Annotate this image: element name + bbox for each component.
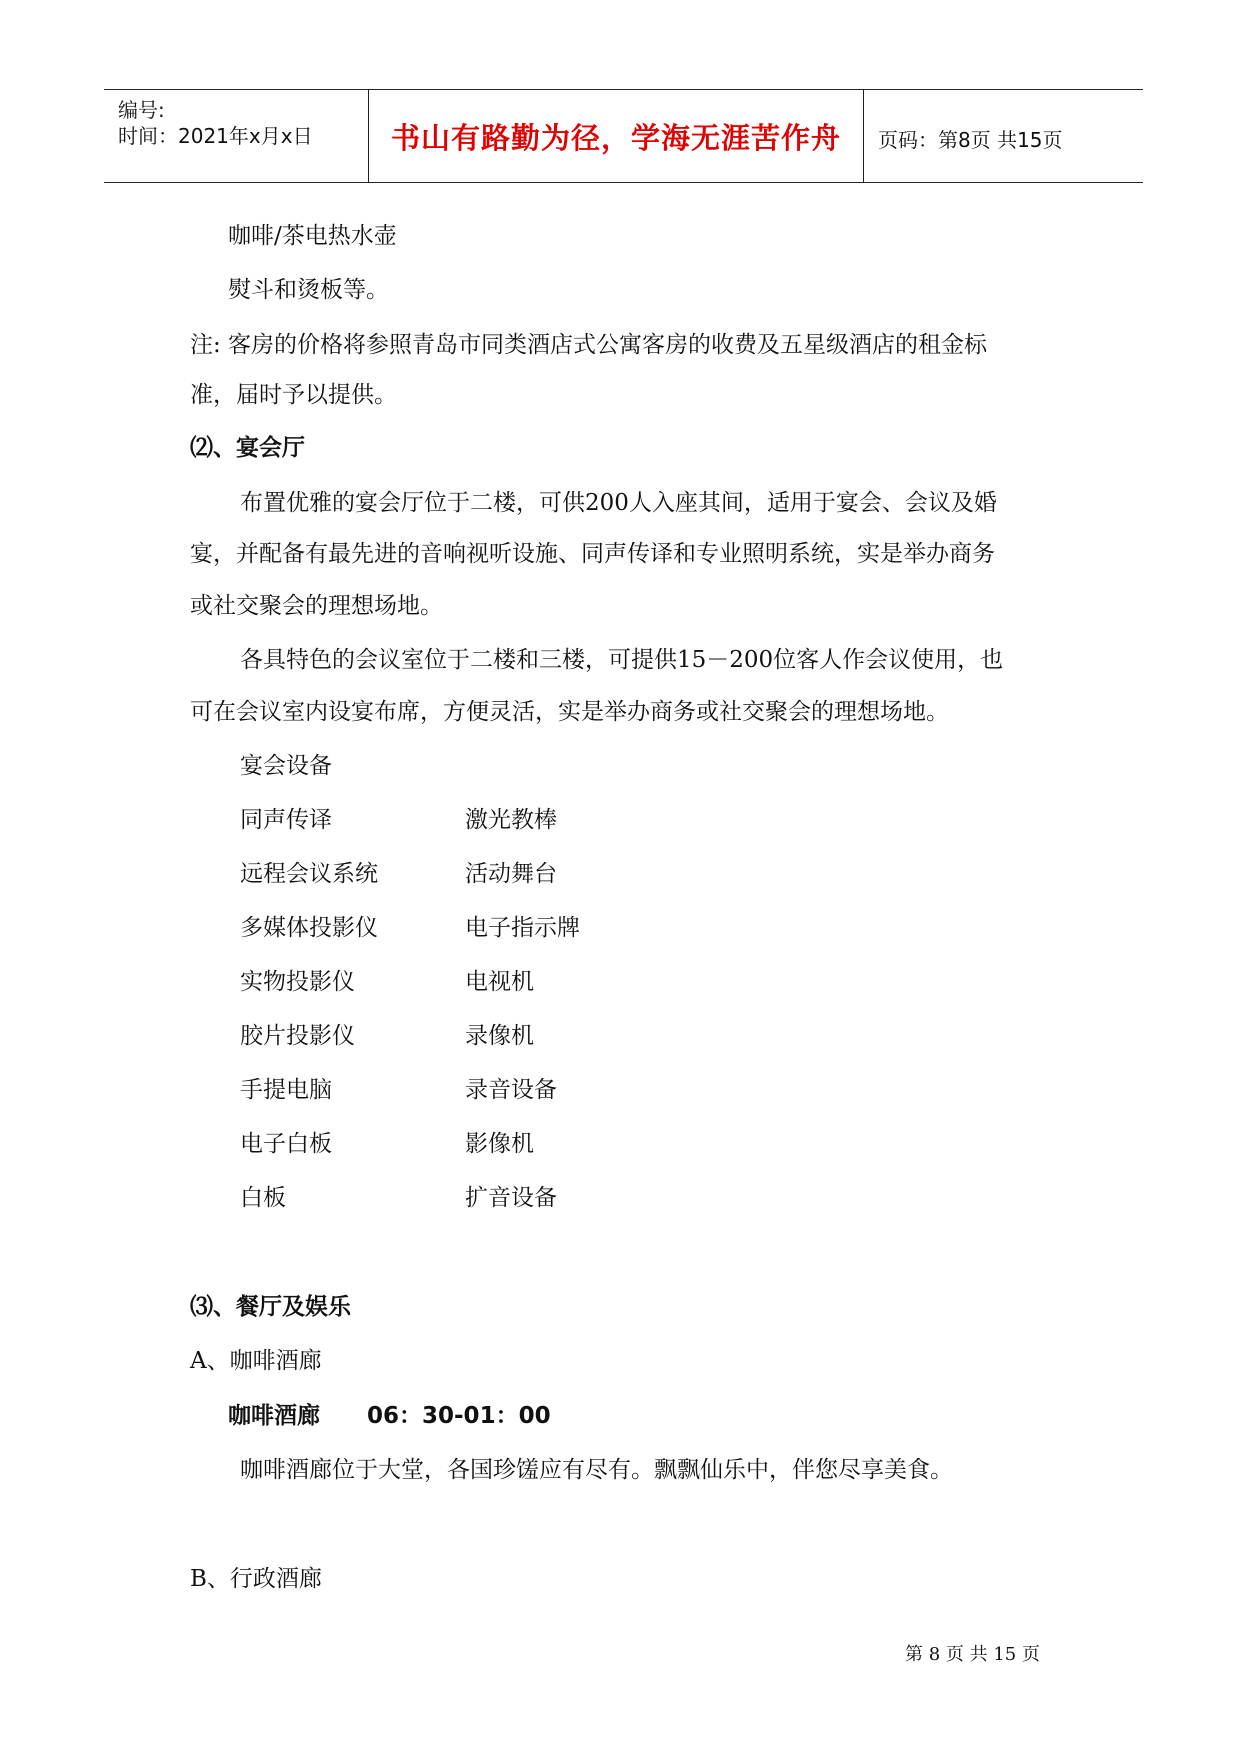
note-line: 准，届时予以提供。 xyxy=(190,382,397,408)
equipment-item: 激光教棒 xyxy=(465,807,557,833)
paragraph-line: 宴，并配备有最先进的音响视听设施、同声传译和专业照明系统，实是举办商务 xyxy=(190,541,995,567)
header-page-code: 页码：第8页 共15页 xyxy=(878,128,1063,152)
cafe-description: 咖啡酒廊位于大堂，各国珍馐应有尽有。飘飘仙乐中，伴您尽享美食。 xyxy=(240,1457,953,1483)
header-motto: 书山有路勤为径，学海无涯苦作舟 xyxy=(390,121,841,155)
paragraph-line: 各具特色的会议室位于二楼和三楼，可提供15－200位客人作会议使用，也 xyxy=(240,647,1004,673)
header-middle-cell xyxy=(369,90,864,182)
equipment-item: 电视机 xyxy=(465,969,534,995)
equipment-item: 实物投影仪 xyxy=(240,969,355,995)
paragraph-line: 或社交聚会的理想场地。 xyxy=(190,593,443,619)
header-left-cell xyxy=(104,90,369,182)
equipment-item: 活动舞台 xyxy=(465,861,557,887)
header-right-cell xyxy=(864,90,1143,182)
subsection-heading: B、行政酒廊 xyxy=(190,1566,322,1592)
section-heading: ⑵、宴会厅 xyxy=(190,435,305,461)
page-header xyxy=(104,89,1143,183)
text-line: 咖啡/茶电热水壶 xyxy=(228,223,397,249)
equipment-item: 扩音设备 xyxy=(465,1185,557,1211)
cafe-hours: 06：30-01：00 xyxy=(367,1403,551,1429)
paragraph-line: 布置优雅的宴会厅位于二楼，可供200人入座其间，适用于宴会、会议及婚 xyxy=(240,490,997,516)
equipment-item: 远程会议系统 xyxy=(240,861,378,887)
equipment-item: 多媒体投影仪 xyxy=(240,915,378,941)
equipment-item: 录音设备 xyxy=(465,1077,557,1103)
text-line: 熨斗和烫板等。 xyxy=(228,277,389,303)
equipment-item: 录像机 xyxy=(465,1023,534,1049)
subsection-heading: A、咖啡酒廊 xyxy=(190,1348,322,1374)
page-footer: 第 8 页 共 15 页 xyxy=(905,1644,1040,1665)
paragraph-line: 可在会议室内设宴布席，方便灵活，实是举办商务或社交聚会的理想场地。 xyxy=(190,699,949,725)
equipment-item: 同声传译 xyxy=(240,807,332,833)
document-time-label: 时间：2021年x月x日 xyxy=(118,124,313,148)
equipment-item: 白板 xyxy=(240,1185,286,1211)
equipment-item: 电子白板 xyxy=(240,1131,332,1157)
equipment-item: 胶片投影仪 xyxy=(240,1023,355,1049)
section-heading: ⑶、餐厅及娱乐 xyxy=(190,1294,351,1320)
cafe-name: 咖啡酒廊 xyxy=(228,1403,320,1429)
equipment-heading: 宴会设备 xyxy=(240,753,332,779)
note-line: 注: 客房的价格将参照青岛市同类酒店式公寓客房的收费及五星级酒店的租金标 xyxy=(190,332,988,358)
equipment-item: 电子指示牌 xyxy=(465,915,580,941)
equipment-item: 影像机 xyxy=(465,1131,534,1157)
equipment-item: 手提电脑 xyxy=(240,1077,332,1103)
document-number-label: 编号: xyxy=(118,98,165,122)
